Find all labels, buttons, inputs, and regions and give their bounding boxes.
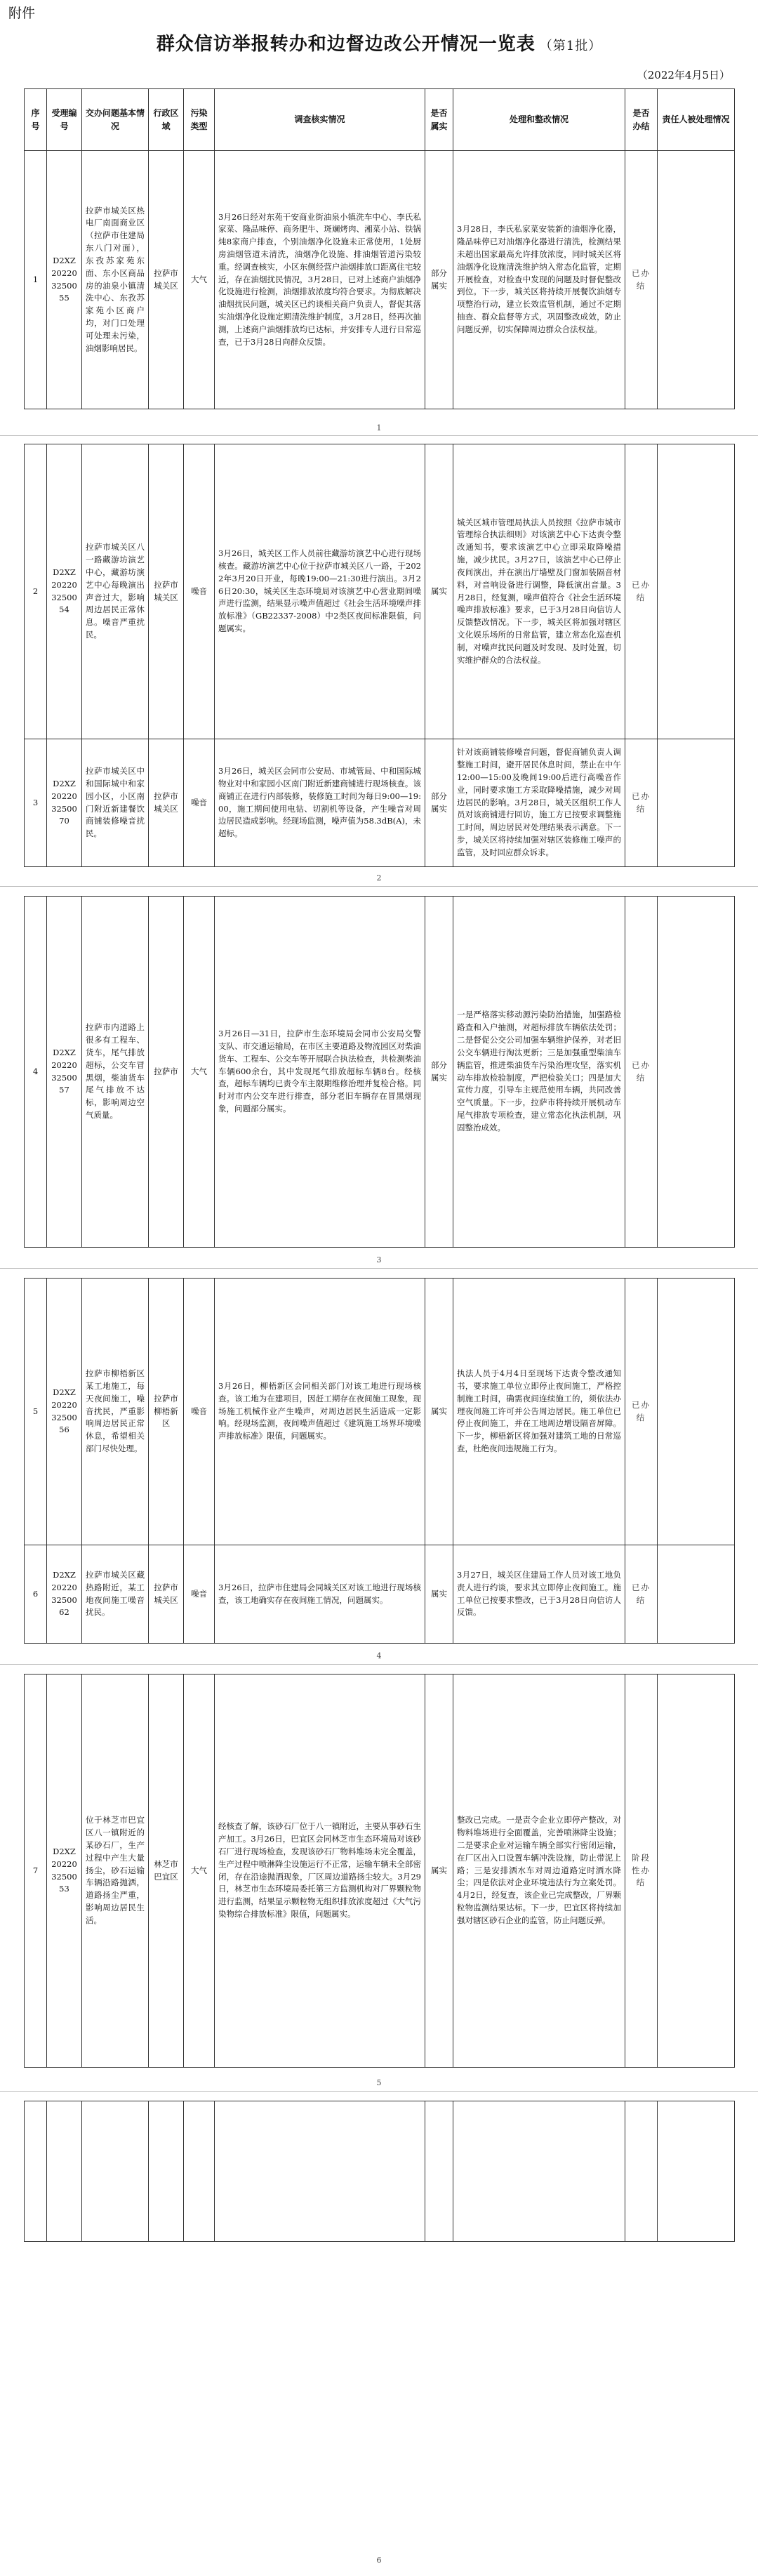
title-text: 群众信访举报转办和边督边改公开情况一览表 — [156, 34, 536, 55]
cell-verified: 属实 — [425, 1675, 453, 2068]
cell-closed: 已办结 — [625, 151, 658, 409]
disclosure-table-page-1 — [24, 88, 735, 409]
cell-seq: 7 — [25, 1675, 47, 2068]
cell-pollution: 噪音 — [184, 1545, 215, 1644]
cell-investigation: 3月26日经对东苑干安商业街油泉小镇洗车中心、李氏私家菜、隆品味停、商务肥牛、斑斓烤肉、湘菜小站、铁锅炖8家商户排查，个别油烟净化设施未正常使用，1处厨房油烟管道未清洗，油烟净化设施、排油烟管道污染较重。经调查核实，小区东侧经营户油烟排放口距离住宅较近，存在油烟扰民情况，3月28日，已对上述商户油烟净化设施进行检测，油烟排放浓度均符合要求。为彻底解决油烟扰民问题，城关区已约谈相关商户负责人，督促其落实油烟净化设施定期清洗维护制度，3月28日，经再次抽测，上述商户油烟排放均已达标，并安排专人进行日常巡查，已于3月28日向群众反馈。 — [215, 151, 425, 409]
cell-pollution: 大气 — [184, 151, 215, 409]
cell-seq: 5 — [25, 1279, 47, 1545]
cell-issue: 拉萨市内道路上很多有工程车、货车，尾气排放超标，公交车冒黑烟，柴油货车尾气排放不达标，影响周边空气质量。 — [82, 897, 149, 1248]
col-closed: 是否办结 — [625, 89, 658, 151]
cell-accountability — [658, 1545, 735, 1644]
cell-code: D2XZ202203250070 — [47, 739, 82, 867]
cell-rectification: 整改已完成。一是责令企业立即停产整改，对物料堆场进行全面覆盖，完善喷淋降尘设施；二是要求企业对运输车辆全部实行密闭运输，在厂区出入口设置车辆冲洗设施，防止带泥上路；三是安排洒水车对周边道路定时洒水降尘；四是依法对企业环境违法行为立案处罚。4月2日，经复查，该企业已完成整改，厂界颗粒物监测结果达标。下一步，巴宜区将持续加强对辖区砂石企业的监管，防止问题反弹。 — [453, 1675, 625, 2068]
cell-seq: 4 — [25, 897, 47, 1248]
cell-closed: 已办结 — [625, 897, 658, 1248]
col-verified: 是否属实 — [425, 89, 453, 151]
cell-district: 拉萨市城关区 — [149, 151, 184, 409]
table-row — [25, 151, 735, 409]
cell-closed: 阶段性办结 — [625, 1675, 658, 2068]
cell-rectification: 3月27日，城关区住建局工作人员对该工地负责人进行约谈，要求其立即停止夜间施工。施工单位已按要求整改，已于3月28日向信访人反馈。 — [453, 1545, 625, 1644]
cell-issue: 拉萨市城关区八一路藏游坊演艺中心，藏游坊演艺中心每晚演出声音过大，影响周边居民正常休息。噪音严重扰民。 — [82, 444, 149, 739]
page-number: 5 — [376, 2078, 382, 2087]
page-title — [0, 29, 758, 55]
table-row — [25, 1675, 735, 2068]
cell-closed: 已办结 — [625, 739, 658, 867]
cell-rectification: 3月28日，李氏私家菜安装新的油烟净化器，隆品味停已对油烟净化器进行清洗，检测结果未超出国家最高允许排放浓度，同时城关区将油烟净化设施清洗维护纳入常态化监管，定期开展检查，对检查中发现的问题及时督促整改到位。下一步，城关区将持续开展餐饮油烟专项整治行动，建立长效监管机制，通过不定期抽查、群众监督等方式，巩固整改成效，防止问题反弹，切实保障周边群众合法权益。 — [453, 151, 625, 409]
cell-seq: 3 — [25, 739, 47, 867]
cell-code: D2XZ202203250056 — [47, 1279, 82, 1545]
cell-code: D2XZ202203250053 — [47, 1675, 82, 2068]
cell-verified: 部分属实 — [425, 739, 453, 867]
cell-accountability — [658, 151, 735, 409]
cell-accountability — [658, 444, 735, 739]
col-accountability: 责任人被处理情况 — [658, 89, 735, 151]
cell-investigation: 3月26日，城关区会同市公安局、市城管局、中和国际城物业对中和家园小区南门附近新建商铺进行现场核查。该商铺正在进行内部装修，装修施工时间为每日9:00—19:00，施工期间使用电钻、切割机等设备，产生噪音对周边居民造成影响。经现场监测，噪声值为58.3dB(A)，未超标。 — [215, 739, 425, 867]
cell-issue: 拉萨市城关区藏热路附近，某工地夜间施工噪音扰民。 — [82, 1545, 149, 1644]
cell-seq: 1 — [25, 151, 47, 409]
table-row — [25, 897, 735, 1248]
disclosure-table-page-6 — [24, 2101, 735, 2242]
cell-verified: 属实 — [425, 444, 453, 739]
page-separator — [0, 1664, 758, 1665]
col-seq: 序号 — [25, 89, 47, 151]
disclosure-table-page-3 — [24, 896, 735, 1248]
date-label: （2022年4月5日） — [637, 69, 730, 81]
page-separator — [0, 886, 758, 887]
table-row — [25, 1545, 735, 1644]
table-header-row — [25, 89, 735, 151]
cell-issue: 拉萨市柳梧新区某工地施工，每天夜间施工，噪音扰民，严重影响周边居民正常休息，希望相关部门尽快处理。 — [82, 1279, 149, 1545]
table-row — [25, 444, 735, 739]
page-number: 6 — [376, 2556, 382, 2565]
cell-verified: 部分属实 — [425, 897, 453, 1248]
attachment-label: 附件 — [8, 6, 36, 21]
page-number: 1 — [376, 423, 382, 432]
cell-closed: 已办结 — [625, 1545, 658, 1644]
col-rectification: 处理和整改情况 — [453, 89, 625, 151]
table-row — [25, 1279, 735, 1545]
cell-code: D2XZ202203250055 — [47, 151, 82, 409]
cell-code: D2XZ202203250057 — [47, 897, 82, 1248]
cell-investigation: 3月26日，城关区工作人员前往藏游坊演艺中心进行现场核查。藏游坊演艺中心位于拉萨市城关区八一路，于2022年3月20日开业，每晚19:00—21:30进行演出。3月26日20:30，城关区生态环境局对该演艺中心营业期间噪声进行监测，结果显示噪声值超过《社会生活环境噪声排放标准》（GB22337-2008）中2类区夜间标准限值，问题属实。 — [215, 444, 425, 739]
col-code: 受理编号 — [47, 89, 82, 151]
cell-closed: 已办结 — [625, 1279, 658, 1545]
cell-issue: 拉萨市城关区中和国际城中和家园小区，小区南门附近新建餐饮商铺装修噪音扰民。 — [82, 739, 149, 867]
cell-issue: 拉萨市城关区热电厂南面商业区（拉萨市住建局东八门对面），东孜苏家苑东面、东小区商品房的油泉小镇清洗中心、东孜苏家苑小区商户均，对门口处理可处理未污染，油烟影响居民。 — [82, 151, 149, 409]
cell-code: D2XZ202203250062 — [47, 1545, 82, 1644]
cell-investigation: 3月26日，柳梧新区会同相关部门对该工地进行现场核查。该工地为在建项目，因赶工期存在夜间施工现象，现场施工机械作业产生噪声，对周边居民生活造成一定影响。经现场监测，夜间噪声值超过《建筑施工场界环境噪声排放标准》限值，问题属实。 — [215, 1279, 425, 1545]
cell-rectification: 一是严格落实移动源污染防治措施，加强路检路查和入户抽测，对超标排放车辆依法处罚；二是督促公交公司加强车辆维护保养，对老旧公交车辆进行淘汰更新；三是加强重型柴油车辆监管，推进柴油货车污染治理攻坚，落实机动车排放检验制度，严把检验关口；四是加大宣传力度，引导车主规范使用车辆，共同改善空气质量。下一步，拉萨市将持续开展机动车尾气排放专项检查，建立常态化执法机制，巩固整治成效。 — [453, 897, 625, 1248]
cell-seq: 6 — [25, 1545, 47, 1644]
cell-rectification: 针对该商铺装修噪音问题，督促商铺负责人调整施工时间，避开居民休息时间，禁止在中午12:00—15:00及晚间19:00后进行高噪音作业，同时要求施工方采取降噪措施，减少对周边居民的影响。3月28日，城关区组织工作人员对该商铺进行回访，施工方已按要求调整施工时间，周边居民对处理结果表示满意。下一步，城关区将持续加强对辖区装修施工噪声的监管，及时回应群众诉求。 — [453, 739, 625, 867]
table-row-continuation — [25, 2101, 735, 2242]
cell-pollution: 噪音 — [184, 739, 215, 867]
col-issue: 交办问题基本情况 — [82, 89, 149, 151]
cell-issue: 位于林芝市巴宜区八一镇附近的某砂石厂，生产过程中产生大量扬尘，砂石运输车辆沿路抛洒，道路扬尘严重，影响周边居民生活。 — [82, 1675, 149, 2068]
page-separator — [0, 2091, 758, 2092]
cell-closed: 已办结 — [625, 444, 658, 739]
page-number: 2 — [376, 873, 382, 883]
cell-verified: 属实 — [425, 1545, 453, 1644]
cell-investigation: 经核查了解，该砂石厂位于八一镇附近，主要从事砂石生产加工。3月26日，巴宜区会同林芝市生态环境局对该砂石厂进行现场检查，发现该砂石厂物料堆场未完全覆盖，生产过程中喷淋降尘设施运行不正常，运输车辆未全部密闭，存在沿途抛洒现象，厂区周边道路扬尘较大。3月29日，林芝市生态环境局委托第三方监测机构对厂界颗粒物进行监测，结果显示颗粒物无组织排放浓度超过《大气污染物综合排放标准》限值，问题属实。 — [215, 1675, 425, 2068]
cell-district: 拉萨市城关区 — [149, 1545, 184, 1644]
col-investigation: 调查核实情况 — [215, 89, 425, 151]
cell-investigation: 3月26日，拉萨市住建局会同城关区对该工地进行现场核查，该工地确实存在夜间施工情况，问题属实。 — [215, 1545, 425, 1644]
page-number: 3 — [376, 1255, 382, 1264]
cell-pollution: 噪音 — [184, 444, 215, 739]
col-pollution: 污染类型 — [184, 89, 215, 151]
cell-district: 拉萨市 — [149, 897, 184, 1248]
page-separator — [0, 435, 758, 436]
cell-accountability — [658, 739, 735, 867]
page-separator — [0, 1268, 758, 1269]
cell-verified: 属实 — [425, 1279, 453, 1545]
batch-label: （第1批） — [539, 39, 602, 53]
disclosure-table-page-2 — [24, 444, 735, 867]
cell-rectification: 执法人员于4月4日至现场下达责令整改通知书，要求施工单位立即停止夜间施工，严格控制施工时间，确需夜间连续施工的，须依法办理夜间施工许可并公告周边居民。施工单位已停止夜间施工，并在工地周边增设隔音屏障。下一步，柳梧新区将加强对建筑工地的日常巡查，杜绝夜间违规施工行为。 — [453, 1279, 625, 1545]
cell-pollution: 大气 — [184, 1675, 215, 2068]
cell-accountability — [658, 897, 735, 1248]
cell-pollution: 噪音 — [184, 1279, 215, 1545]
cell-district: 林芝市巴宜区 — [149, 1675, 184, 2068]
cell-investigation: 3月26日—31日，拉萨市生态环境局会同市公安局交警支队、市交通运输局，在市区主要道路及物流园区对柴油货车、工程车、公交车等开展联合执法检查，共检测柴油车辆600余台，其中发现尾气排放超标车辆8台。经核查，超标车辆均已责令车主限期维修治理并复检合格。同时对市内公交车进行排查，部分老旧车辆存在冒黑烟现象，问题部分属实。 — [215, 897, 425, 1248]
table-row — [25, 739, 735, 867]
col-district: 行政区域 — [149, 89, 184, 151]
cell-accountability — [658, 1675, 735, 2068]
cell-rectification: 城关区城市管理局执法人员按照《拉萨市城市管理综合执法细则》对该演艺中心下达责令整改通知书，要求该演艺中心立即采取降噪措施，减少扰民。3月27日，该演艺中心已停止夜间演出，并在演出厅墙壁及门窗加装隔音材料，对音响设备进行调整，降低演出音量。3月28日，经复测，噪声值符合《社会生活环境噪声排放标准》要求，已于3月28日向信访人反馈整改情况。下一步，城关区将加强对辖区文化娱乐场所的日常监管，建立常态化巡查机制，对噪声扰民问题及时发现、及时处置，切实维护群众的合法权益。 — [453, 444, 625, 739]
cell-pollution: 大气 — [184, 897, 215, 1248]
cell-verified: 部分属实 — [425, 151, 453, 409]
cell-district: 拉萨市城关区 — [149, 739, 184, 867]
disclosure-table-page-5 — [24, 1674, 735, 2068]
cell-district: 拉萨市城关区 — [149, 444, 184, 739]
cell-code: D2XZ202203250054 — [47, 444, 82, 739]
page-number: 4 — [376, 1651, 382, 1660]
cell-accountability — [658, 1279, 735, 1545]
disclosure-table-page-4 — [24, 1278, 735, 1644]
cell-seq: 2 — [25, 444, 47, 739]
cell-district: 拉萨市柳梧新区 — [149, 1279, 184, 1545]
